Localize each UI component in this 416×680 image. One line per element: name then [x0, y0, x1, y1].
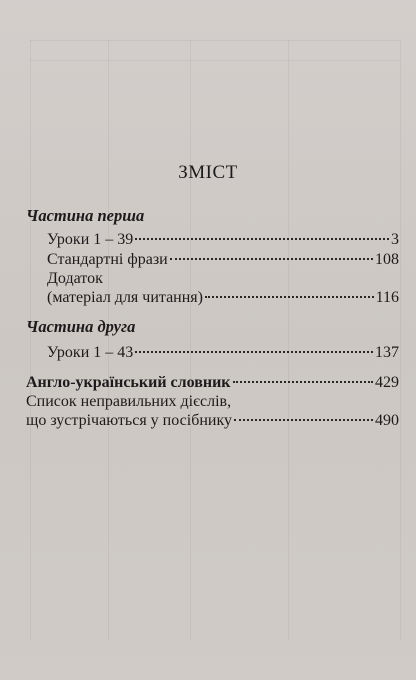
ghost-table-vline — [30, 40, 31, 640]
toc-entry-label: що зустрічаються у посібнику — [26, 412, 232, 429]
toc-entry-label: Стандартні фрази — [47, 251, 168, 268]
toc-entry-label: Уроки 1 – 39 — [47, 231, 134, 248]
toc-entry-page: 490 — [375, 412, 399, 429]
toc-entry-label: Уроки 1 – 43 — [47, 344, 134, 361]
toc-entry[interactable] — [47, 288, 399, 308]
ghost-table-vline — [400, 40, 401, 640]
ghost-table-vline — [190, 40, 191, 640]
toc-entry-page: 3 — [391, 231, 399, 248]
leader-dots — [205, 296, 374, 298]
leader-dots — [234, 419, 373, 421]
toc-entry[interactable] — [47, 230, 399, 250]
leader-dots — [135, 351, 373, 353]
toc-entry-label-line1: Список неправильних дієслів, — [26, 393, 232, 410]
toc-entry-dictionary[interactable] — [26, 373, 399, 393]
leader-dots — [170, 258, 373, 260]
toc-entry-page: 137 — [375, 344, 399, 361]
toc-entry-page: 116 — [375, 289, 399, 306]
leader-dots — [233, 381, 373, 383]
leader-dots — [135, 238, 389, 240]
toc-entry-irregular-verbs[interactable] — [26, 411, 399, 431]
toc-entry[interactable] — [47, 250, 399, 270]
ghost-table-vline — [288, 40, 289, 640]
ghost-table-vline — [108, 40, 109, 640]
ghost-table-hline — [30, 60, 400, 61]
toc-title: ЗМІСТ — [178, 162, 238, 183]
ghost-table-hline — [30, 40, 400, 41]
toc-entry-page: 108 — [375, 251, 399, 268]
toc-entry-label-line1: Додаток — [47, 270, 103, 287]
part-one-heading: Частина перша — [26, 206, 145, 225]
part-two-heading: Частина друга — [26, 317, 136, 336]
toc-entry-label: Англо-український словник — [26, 374, 231, 391]
toc-entry[interactable] — [47, 343, 399, 363]
toc-entry-page: 429 — [375, 374, 399, 391]
toc-entry-label: (матеріал для читання) — [47, 289, 203, 306]
